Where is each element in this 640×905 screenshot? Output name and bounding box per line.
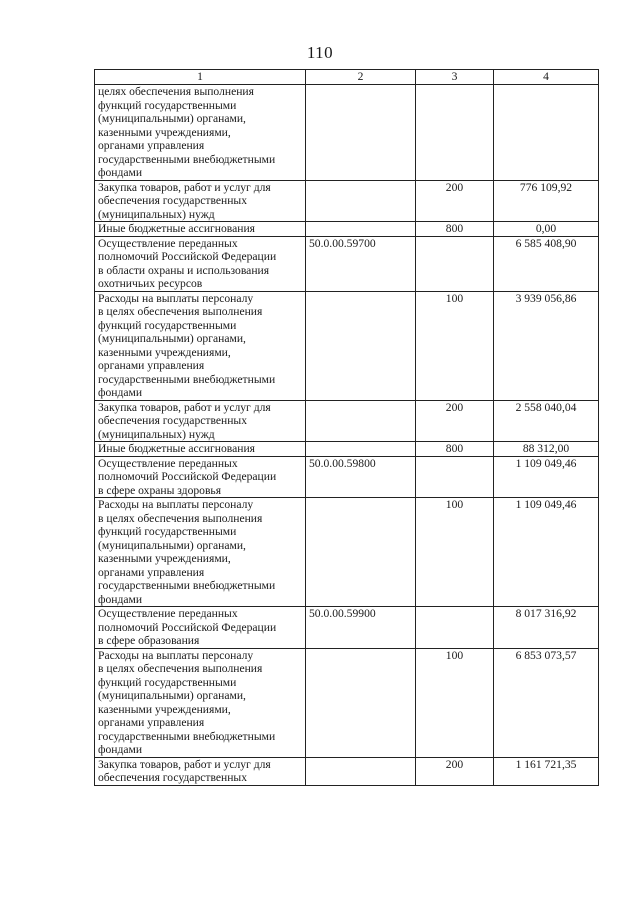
table-row: [95, 442, 599, 457]
row-code: [306, 180, 416, 222]
row-expense-type: [416, 85, 494, 181]
table-row: [95, 757, 599, 785]
row-expense-type: 200: [416, 757, 494, 785]
row-code: [306, 648, 416, 757]
row-code: [306, 222, 416, 237]
row-name: Закупка товаров, работ и услуг для обеспечения государственных (муниципальных) нужд: [95, 400, 306, 442]
row-name: Иные бюджетные ассигнования: [95, 442, 306, 457]
row-code: 50.0.00.59800: [306, 456, 416, 498]
row-amount: 1 109 049,46: [494, 456, 599, 498]
row-expense-type: [416, 236, 494, 291]
budget-table: [94, 69, 599, 786]
row-name: Закупка товаров, работ и услуг для обеспечения государственных: [95, 757, 306, 785]
row-expense-type: 100: [416, 291, 494, 400]
row-code: [306, 291, 416, 400]
row-expense-type: 200: [416, 180, 494, 222]
column-header-1: 1: [95, 70, 306, 85]
table-row: [95, 222, 599, 237]
row-amount: 88 312,00: [494, 442, 599, 457]
row-code: 50.0.00.59700: [306, 236, 416, 291]
row-expense-type: 200: [416, 400, 494, 442]
row-name: Расходы на выплаты персоналу в целях обеспечения выполнения функций государственными (муниципальными) органами, казенными учреждениями, органами управления государственными внебюджетными фондами: [95, 648, 306, 757]
row-code: [306, 757, 416, 785]
row-expense-type: [416, 456, 494, 498]
column-header-2: 2: [306, 70, 416, 85]
row-name: Расходы на выплаты персоналу в целях обеспечения выполнения функций государственными (муниципальными) органами, казенными учреждениями, органами управления государственными внебюджетными фондами: [95, 291, 306, 400]
row-expense-type: 100: [416, 648, 494, 757]
table-row: [95, 180, 599, 222]
row-amount: [494, 85, 599, 181]
table-header-row: [95, 70, 599, 85]
row-code: [306, 85, 416, 181]
table-row: [95, 607, 599, 649]
row-name: Закупка товаров, работ и услуг для обеспечения государственных (муниципальных) нужд: [95, 180, 306, 222]
row-name: Расходы на выплаты персоналу в целях обеспечения выполнения функций государственными (муниципальными) органами, казенными учреждениями, органами управления государственными внебюджетными фондами: [95, 498, 306, 607]
row-expense-type: 800: [416, 442, 494, 457]
column-header-3: 3: [416, 70, 494, 85]
table-row: [95, 648, 599, 757]
row-amount: 2 558 040,04: [494, 400, 599, 442]
row-code: [306, 498, 416, 607]
row-amount: 1 161 721,35: [494, 757, 599, 785]
row-name: Осуществление переданных полномочий Российской Федерации в сфере охраны здоровья: [95, 456, 306, 498]
row-amount: 776 109,92: [494, 180, 599, 222]
table-row: [95, 456, 599, 498]
table-row: [95, 498, 599, 607]
page-number: 110: [306, 43, 334, 62]
row-code: 50.0.00.59900: [306, 607, 416, 649]
row-name: Осуществление переданных полномочий Российской Федерации в области охраны и использования охотничьих ресурсов: [95, 236, 306, 291]
row-code: [306, 442, 416, 457]
row-amount: 0,00: [494, 222, 599, 237]
table-row: [95, 236, 599, 291]
row-expense-type: 100: [416, 498, 494, 607]
row-amount: 1 109 049,46: [494, 498, 599, 607]
row-amount: 6 585 408,90: [494, 236, 599, 291]
table-row: [95, 291, 599, 400]
row-amount: 6 853 073,57: [494, 648, 599, 757]
row-code: [306, 400, 416, 442]
row-expense-type: [416, 607, 494, 649]
table-row: [95, 400, 599, 442]
row-expense-type: 800: [416, 222, 494, 237]
row-name: Осуществление переданных полномочий Российской Федерации в сфере образования: [95, 607, 306, 649]
row-name: целях обеспечения выполнения функций государственными (муниципальными) органами, казенными учреждениями, органами управления государственными внебюджетными фондами: [95, 85, 306, 181]
column-header-4: 4: [494, 70, 599, 85]
row-amount: 3 939 056,86: [494, 291, 599, 400]
table-row: [95, 85, 599, 181]
row-name: Иные бюджетные ассигнования: [95, 222, 306, 237]
row-amount: 8 017 316,92: [494, 607, 599, 649]
